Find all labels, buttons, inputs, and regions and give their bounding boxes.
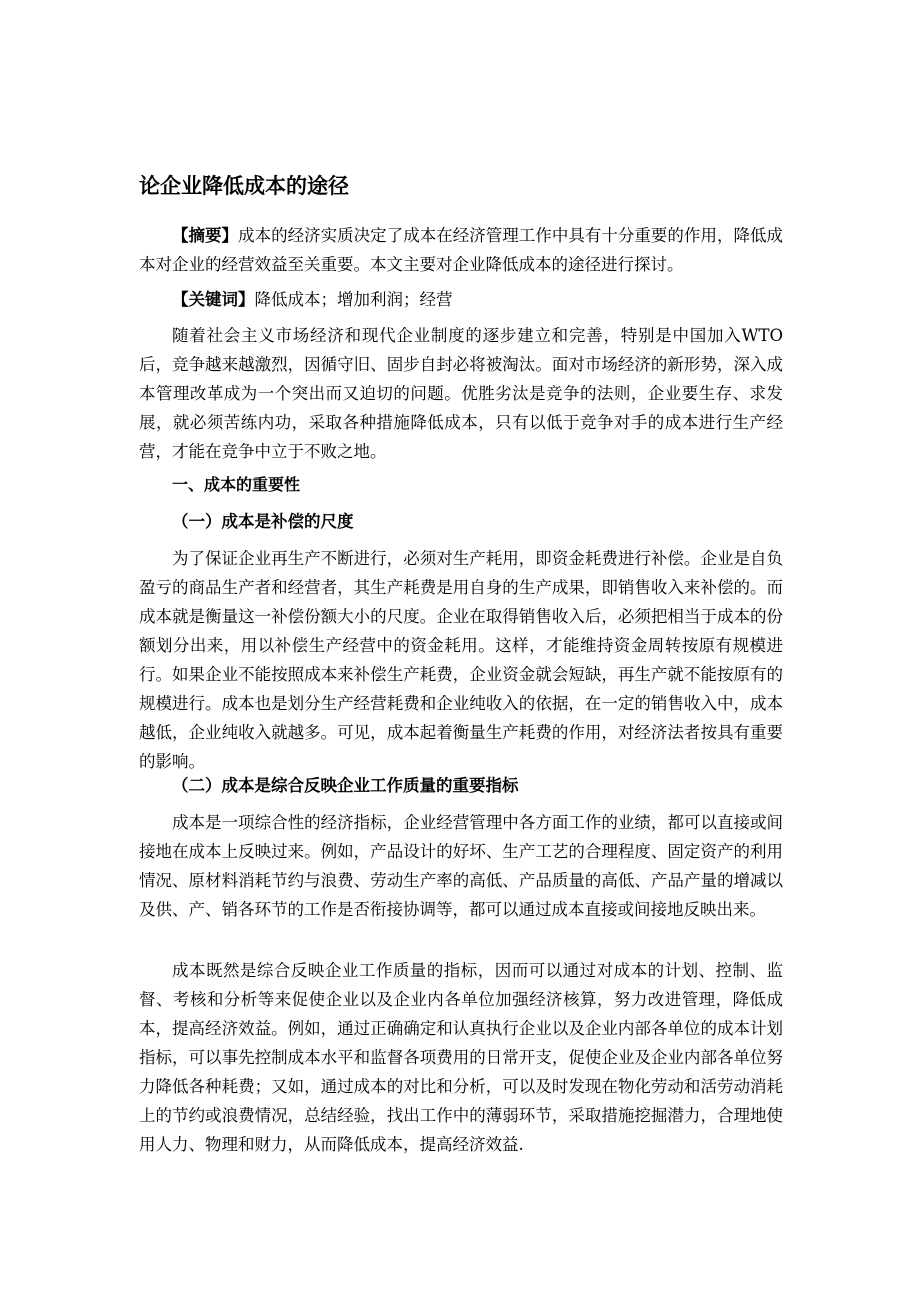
subsection-2-heading: （二）成本是综合反映企业工作质量的重要指标 [172, 776, 519, 795]
subsection-1-paragraph: 为了保证企业再生产不断进行，必须对生产耗用，即资金耗费进行补偿。企业是自负盈亏的商品生产者和经营者，其生产耗费是用自身的生产成果，即销售收入来补偿的。而成本就是衡量这一补偿份额大小的尺度。企业在取得销售收入后，必须把相当于成本的份额划分出来，用以补偿生产经营中的资金耗用。这样，才能维持资金周转按原有规模进行。如果企业不能按照成本来补偿生产耗费，企业资金就会短缺，再生产就不能按原有的规模进行。成本也是划分生产经营耗费和企业纯收入的依据，在一定的销售收入中，成本越低，企业纯收入就越多。可见，成本起着衡量生产耗费的作用，对经济法者按具有重要的影响。 [139, 549, 783, 771]
keywords-text: 降低成本；增加利润；经营 [254, 290, 453, 309]
abstract-paragraph [139, 221, 783, 279]
keywords-label: 【关键词】 [172, 290, 255, 309]
document-title: 论企业降低成本的途径 [139, 174, 349, 198]
subsection-1-heading: （一）成本是补偿的尺度 [172, 512, 354, 531]
section-1-heading: 一、成本的重要性 [172, 475, 301, 494]
abstract-label: 【摘要】 [172, 226, 239, 245]
intro-paragraph: 随着社会主义市场经济和现代企业制度的逐步建立和完善，特别是中国加入WTO后，竞争越来越激烈，因循守旧、固步自封必将被淘汰。面对市场经济的新形势，深入成本管理改革成为一个突出而又迫切的问题。优胜劣汰是竞争的法则，企业要生存、求发展，就必须苦练内功，采取各种措施降低成本，只有以低于竞争对手的成本进行生产经营，才能在竞争中立于不败之地。 [139, 326, 783, 461]
subsection-2-paragraph-1: 成本是一项综合性的经济指标，企业经营管理中各方面工作的业绩，都可以直接或间接地在成本上反映过来。例如，产品设计的好坏、生产工艺的合理程度、固定资产的利用情况、原材料消耗节约与浪费、劳动生产率的高低、产品质量的高低、产品产量的增减以及供、产、销各环节的工作是否衔接协调等，都可以通过成本直接或间接地反映出来。 [139, 813, 783, 919]
subsection-2-paragraph-2: 成本既然是综合反映企业工作质量的指标，因而可以通过对成本的计划、控制、监督、考核和分析等来促使企业以及企业内各单位加强经济核算，努力改进管理，降低成本，提高经济效益。例如，通过正确确定和认真执行企业以及企业内部各单位的成本计划指标，可以事先控制成本水平和监督各项费用的日常开支，促使企业及企业内部各单位努力降低各种耗费；又如，通过成本的对比和分析，可以及时发现在物化劳动和活劳动消耗上的节约或浪费情况，总结经验，找出工作中的薄弱环节，采取措施挖掘潜力，合理地使用人力、物理和财力，从而降低成本，提高经济效益. [139, 961, 783, 1154]
abstract-text: 成本的经济实质决定了成本在经济管理工作中具有十分重要的作用，降低成本对企业的经营效益至关重要。本文主要对企业降低成本的途径进行探讨。 [139, 226, 784, 274]
keywords-paragraph [139, 285, 783, 314]
